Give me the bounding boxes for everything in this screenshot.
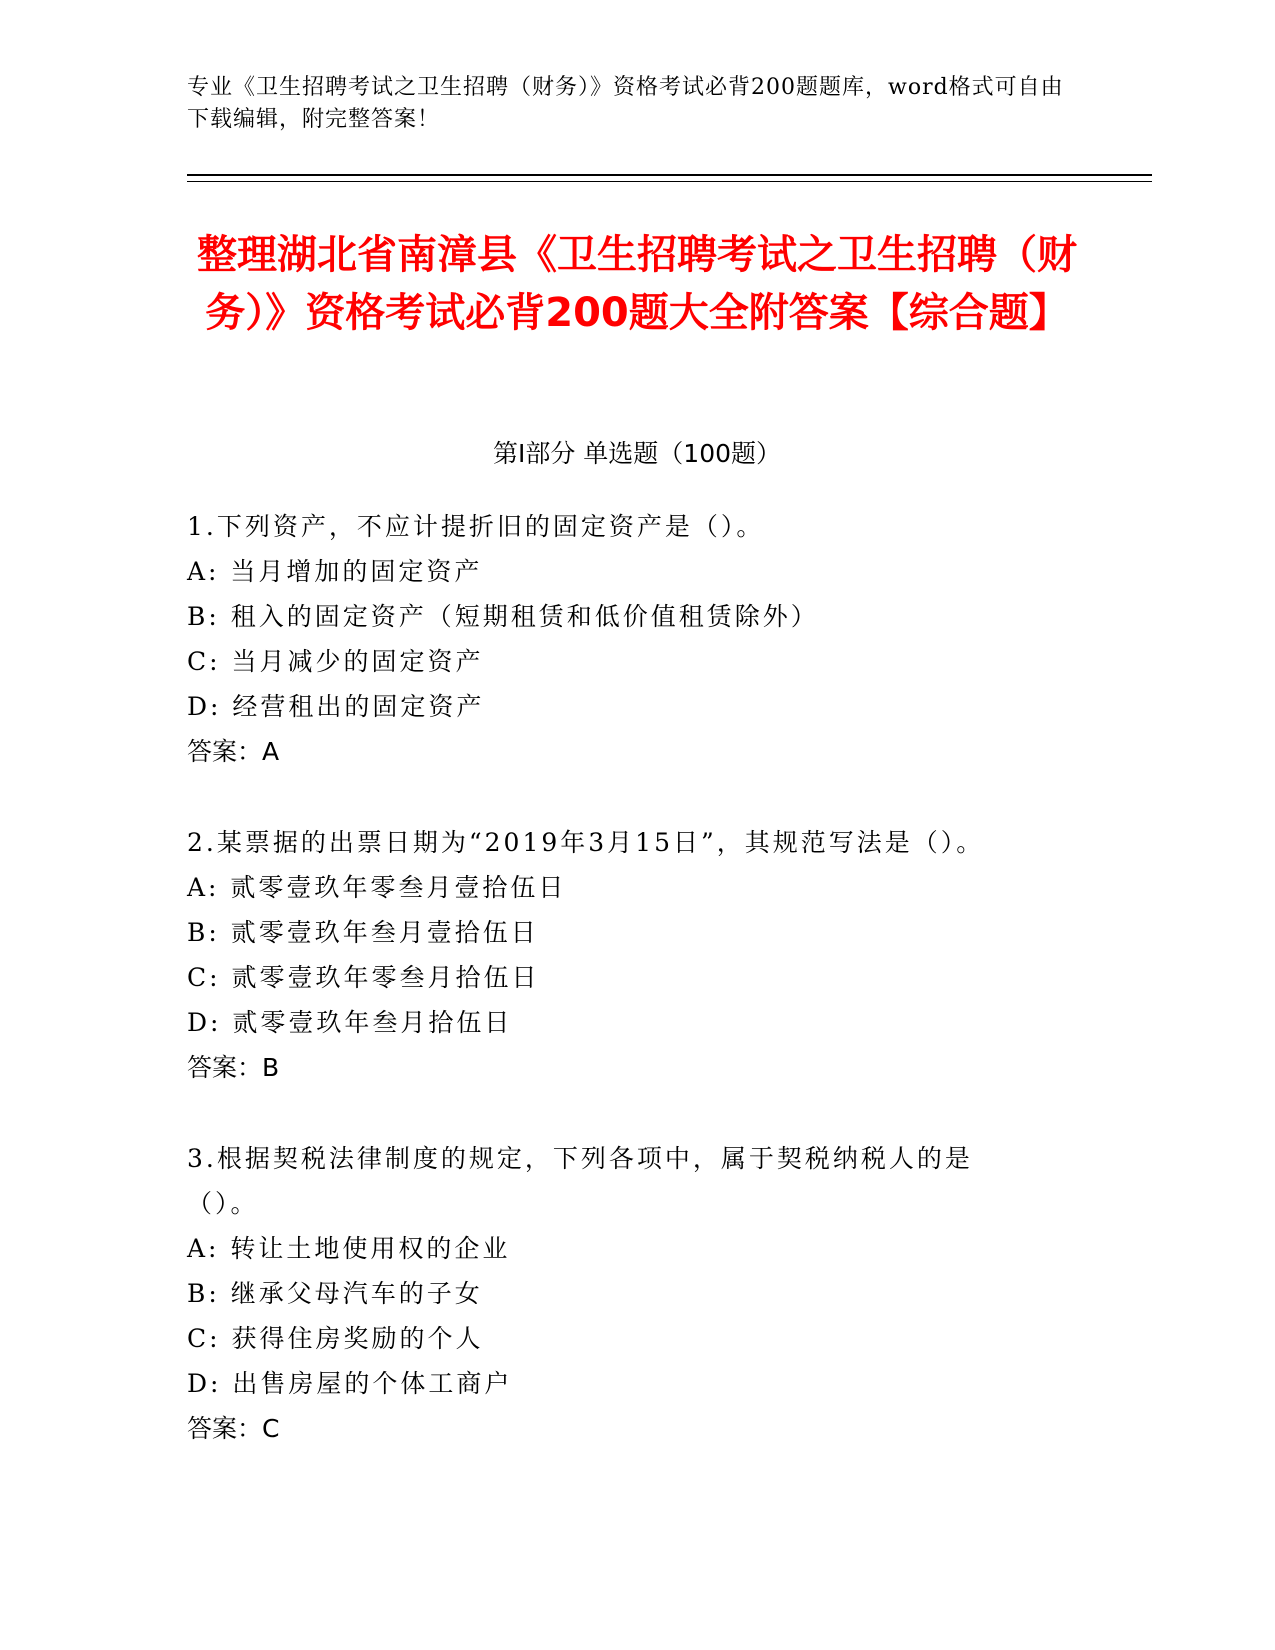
section-heading: 第I部分 单选题（100题） <box>492 439 782 468</box>
option-b: B: 租入的固定资产（短期租赁和低价值租赁除外） <box>187 602 819 631</box>
question-3 <box>187 1136 1087 1451</box>
question-2 <box>187 820 1087 1090</box>
option-c: C: 当月减少的固定资产 <box>187 647 484 676</box>
option-a: A: 转让土地使用权的企业 <box>187 1234 511 1263</box>
question-text: 3.根据契税法律制度的规定，下列各项中，属于契税纳税人的是（）。 <box>187 1144 973 1218</box>
answer: 答案：C <box>187 1414 280 1443</box>
document-title: 整理湖北省南漳县《卫生招聘考试之卫生招聘（财务）》资格考试必背200题大全附答案【综合题】 <box>197 232 1077 336</box>
question-text: 2.某票据的出票日期为“2019年3月15日”，其规范写法是（）。 <box>187 828 985 857</box>
option-a: A: 当月增加的固定资产 <box>187 557 483 586</box>
option-d: D: 出售房屋的个体工商户 <box>187 1369 513 1398</box>
option-d: D: 经营租出的固定资产 <box>187 692 485 721</box>
option-b: B: 贰零壹玖年叁月壹拾伍日 <box>187 918 539 947</box>
option-d: D: 贰零壹玖年叁月拾伍日 <box>187 1008 513 1037</box>
option-b: B: 继承父母汽车的子女 <box>187 1279 483 1308</box>
answer: 答案：A <box>187 737 280 766</box>
header-divider-thick <box>187 174 1152 176</box>
option-c: C: 贰零壹玖年零叁月拾伍日 <box>187 963 540 992</box>
header-note: 专业《卫生招聘考试之卫生招聘（财务）》资格考试必背200题题库，word格式可自由下载编辑，附完整答案！ <box>187 75 1064 132</box>
question-text: 1.下列资产，不应计提折旧的固定资产是（）。 <box>187 512 765 541</box>
answer: 答案：B <box>187 1053 280 1082</box>
option-a: A: 贰零壹玖年零叁月壹拾伍日 <box>187 873 567 902</box>
option-c: C: 获得住房奖励的个人 <box>187 1324 484 1353</box>
header-divider-thin <box>187 181 1152 182</box>
question-1 <box>187 504 1087 774</box>
